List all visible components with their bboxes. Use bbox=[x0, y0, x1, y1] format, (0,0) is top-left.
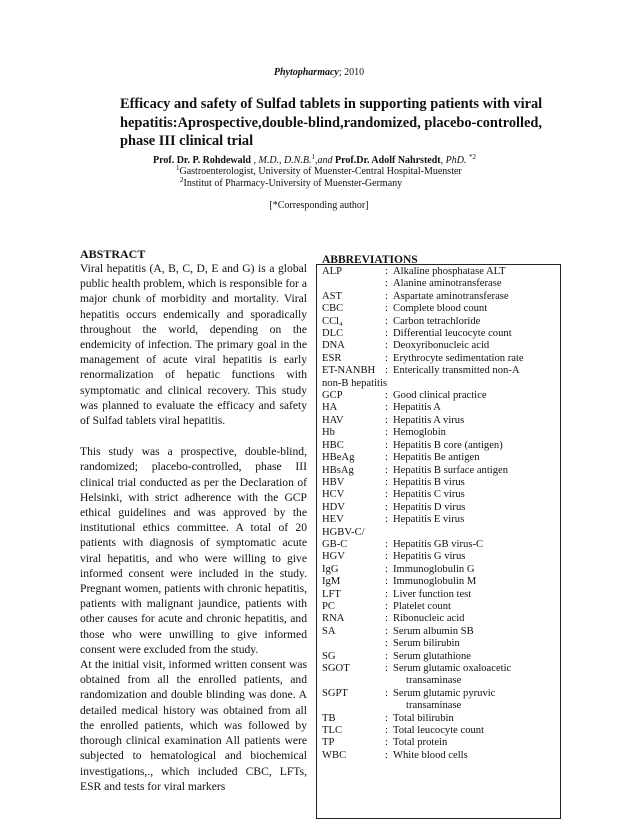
abbreviation-definition: Hepatitis A virus bbox=[393, 414, 465, 426]
abbreviation-colon: : bbox=[385, 340, 388, 352]
abbreviation-colon: : bbox=[385, 414, 388, 426]
abbreviation-row bbox=[322, 502, 560, 514]
abstract-paragraph-2: This study was a prospective, double-blind, randomized; placebo-controlled, phase III clinical trial conducted as per the Declaration of Helsinki, with strict adherence with the GCP ethical guidelines and was approved by the institutional ethics committee. A total of 20 patients with diagnosis of symptomatic acute viral hepatitis, and who were willing to give informed consent were included in the study. Pregnant women, patients with chronic hepatitis, patients with malignant jaundice, patients with other causes for acute and chronic hepatitis, and those who were unwilling to give informed consent were excluded from the study. bbox=[80, 445, 307, 656]
abbreviation-colon: : bbox=[385, 365, 388, 377]
abbreviation-colon: : bbox=[385, 514, 388, 526]
abbreviation-definition: Total protein bbox=[393, 737, 448, 749]
abbreviation-colon: : bbox=[385, 687, 388, 699]
abbreviation-colon: : bbox=[385, 439, 388, 451]
abbreviation-definition: Carbon tetrachloride bbox=[393, 315, 481, 327]
author-2-degree: , PhD. bbox=[440, 155, 467, 166]
abbreviation-term: CBC bbox=[322, 303, 344, 315]
abbreviation-term: non-B hepatitis bbox=[322, 377, 388, 389]
abbreviation-colon bbox=[365, 527, 373, 539]
abbreviation-definition: Hepatitis G virus bbox=[393, 551, 466, 563]
abbreviation-term: HEV bbox=[322, 514, 344, 526]
abbreviation-definition: Hepatitis B surface antigen bbox=[393, 464, 509, 476]
abbreviation-row bbox=[322, 713, 560, 725]
abbreviation-row bbox=[322, 564, 560, 576]
abbreviation-term: HGBV-C/ bbox=[322, 526, 365, 538]
abbreviation-colon: : bbox=[385, 489, 388, 501]
abbreviation-definition: Aspartate aminotransferase bbox=[393, 290, 509, 302]
abstract-paragraph-1: Viral hepatitis (A, B, C, D, E and G) is a global public health problem, which is responsible for a major chunk of morbidity and mortality. Viral hepatitis occurs endemically and sporadically throughout the world, depending on the endemicity of infection. The primary goal in the management of acute viral hepatitis is early renormalization of hepatic functions with symptomatic and clinical recovery. This study was planned to evaluate the efficacy and safety of Sulfad tablets viral hepatitis. bbox=[80, 262, 307, 428]
abbreviation-term: ET-NANBH bbox=[322, 365, 376, 377]
abbreviation-row bbox=[322, 278, 560, 290]
abbreviation-row bbox=[322, 365, 560, 377]
abbreviation-definition: Complete blood count bbox=[393, 303, 488, 315]
abbreviation-definition: Hepatitis A bbox=[393, 402, 441, 414]
abbreviation-row bbox=[322, 353, 560, 365]
abbreviation-definition: Platelet count bbox=[393, 600, 451, 612]
affiliation-2-text: Institut of Pharmacy-University of Muenster-Germany bbox=[183, 178, 403, 189]
abbreviation-colon: : bbox=[385, 712, 388, 724]
abbreviation-row bbox=[322, 551, 560, 563]
abbreviation-definition: Total leucocyte count bbox=[393, 725, 485, 737]
author-2-name: Prof.Dr. Adolf Nahrstedt bbox=[335, 155, 441, 166]
abbreviation-definition bbox=[395, 378, 560, 390]
abstract-section bbox=[80, 247, 307, 794]
abbreviation-term bbox=[322, 700, 385, 712]
abbreviation-term: ESR bbox=[322, 352, 342, 364]
abbreviation-colon: : bbox=[385, 427, 388, 439]
abbreviation-definition: Serum glutamic oxaloacetic bbox=[393, 663, 512, 674]
abbreviation-definition: Deoxyribonucleic acid bbox=[393, 340, 490, 352]
author-1-name: Prof. Dr. P. Rohdewald bbox=[153, 155, 251, 166]
abbreviation-colon: : bbox=[385, 538, 388, 550]
abbreviation-row bbox=[322, 675, 560, 687]
abbreviation-row bbox=[322, 601, 560, 613]
abbreviation-colon: : bbox=[385, 278, 388, 290]
abbreviation-row bbox=[322, 440, 560, 452]
abbreviation-colon: : bbox=[385, 737, 388, 749]
abbreviation-row bbox=[322, 737, 560, 749]
abbreviation-term: IgM bbox=[322, 576, 341, 588]
abbreviation-row bbox=[322, 303, 560, 315]
abbreviation-definition: Immunoglobulin G bbox=[393, 563, 475, 575]
abbreviation-colon: : bbox=[385, 576, 388, 588]
abbreviation-definition: Serum bilirubin bbox=[393, 638, 460, 650]
affiliation-2-number: 2 bbox=[180, 176, 184, 184]
abbreviation-term: GCP bbox=[322, 390, 343, 402]
abbreviation-definition: Hepatitis GB virus-C bbox=[393, 538, 484, 550]
abbreviation-term: TLC bbox=[322, 725, 343, 737]
abbreviation-definition: Hepatitis Be antigen bbox=[393, 452, 480, 464]
abbreviation-term: RNA bbox=[322, 613, 345, 625]
abbreviation-term: TB bbox=[322, 712, 336, 724]
abbreviation-row bbox=[322, 700, 560, 712]
abbreviation-row bbox=[322, 390, 560, 402]
abbreviation-term: SGOT bbox=[322, 663, 350, 674]
abbreviations-heading: ABBREVIATIONS bbox=[322, 254, 418, 266]
abbreviation-colon: : bbox=[385, 749, 388, 761]
abbreviation-colon bbox=[385, 700, 393, 712]
abbreviation-definition: Alanine aminotransferase bbox=[393, 278, 502, 290]
abstract-paragraph-3: At the initial visit, informed written consent was obtained from all the enrolled patients, and randomization and double blinding was done. A detailed medical history was obtained from all the enrolled patients, which was followed by thorough clinical examination All patients were subjected to hematological and biochemical investigations,., which included CBC, LFTs, ESR and tests for viral markers bbox=[80, 658, 307, 793]
abbreviation-definition: Hepatitis E virus bbox=[393, 514, 465, 526]
abbreviation-row bbox=[322, 725, 560, 737]
abbreviation-term: Hb bbox=[322, 427, 335, 439]
abbreviation-term: HAV bbox=[322, 414, 344, 426]
abbreviation-row bbox=[322, 452, 560, 464]
abbreviation-row bbox=[322, 663, 560, 675]
author-and: ,and bbox=[315, 155, 333, 166]
abbreviation-definition: Liver function test bbox=[393, 588, 472, 600]
abbreviation-row bbox=[322, 638, 560, 650]
abbreviation-row bbox=[322, 651, 560, 663]
abbreviation-definition: Hemoglobin bbox=[393, 427, 446, 439]
abbreviation-term: SA bbox=[322, 625, 336, 637]
abbreviation-colon: : bbox=[385, 551, 388, 563]
abbreviation-definition bbox=[373, 527, 560, 539]
abbreviation-colon: : bbox=[385, 303, 388, 315]
abbreviation-row bbox=[322, 316, 560, 328]
abbreviation-row bbox=[322, 613, 560, 625]
abbreviation-colon: : bbox=[385, 663, 388, 674]
abbreviations-list bbox=[322, 266, 560, 762]
author-1-degree: , M.D., D.N.B. bbox=[253, 155, 312, 166]
abbreviation-term: GB-C bbox=[322, 538, 348, 550]
affiliation-2 bbox=[180, 176, 402, 189]
abbreviation-term: HDV bbox=[322, 501, 345, 513]
journal-header: Phytopharmacy; 2010 bbox=[273, 67, 365, 78]
author-1-affiliation-mark: 1 bbox=[311, 153, 316, 161]
abbreviation-definition: transaminase bbox=[406, 700, 462, 712]
abbreviation-colon: : bbox=[385, 563, 388, 575]
abbreviation-row bbox=[322, 626, 560, 638]
abbreviation-definition: Hepatitis D virus bbox=[393, 501, 466, 513]
abbreviation-term: HCV bbox=[322, 489, 345, 501]
abbreviation-definition: Hepatitis B core (antigen) bbox=[393, 439, 503, 451]
abbreviation-term bbox=[322, 675, 385, 687]
abbreviation-definition: Serum glutathione bbox=[393, 650, 471, 662]
abbreviation-term: HBsAg bbox=[322, 464, 354, 476]
abbreviation-colon: : bbox=[385, 588, 388, 600]
abbreviation-row bbox=[322, 266, 560, 278]
abbreviation-colon: : bbox=[385, 600, 388, 612]
abbreviation-colon: : bbox=[385, 725, 388, 737]
abbreviation-row bbox=[322, 340, 560, 352]
abbreviation-term: SGPT bbox=[322, 687, 348, 699]
abbreviation-term: LFT bbox=[322, 588, 341, 600]
abbreviation-colon: : bbox=[385, 266, 388, 277]
abbreviation-row bbox=[322, 514, 560, 526]
abbreviation-term: PC bbox=[322, 600, 335, 612]
abbreviation-term: HBC bbox=[322, 439, 344, 451]
abbreviation-colon: : bbox=[385, 501, 388, 513]
abbreviation-row bbox=[322, 328, 560, 340]
abstract-heading: ABSTRACT bbox=[80, 247, 146, 261]
abbreviation-term bbox=[322, 278, 385, 290]
abbreviation-definition: transaminase bbox=[406, 675, 462, 687]
abbreviation-term: SG bbox=[322, 650, 336, 662]
abbreviation-colon: : bbox=[385, 402, 388, 414]
abbreviation-row bbox=[322, 750, 560, 762]
abbreviation-term: CCl₄ bbox=[322, 315, 343, 327]
paragraph-gap bbox=[80, 428, 307, 444]
abbreviation-row bbox=[322, 589, 560, 601]
abbreviation-definition: Serum glutamic pyruvic bbox=[393, 687, 496, 699]
abbreviation-colon: : bbox=[385, 315, 388, 327]
abbreviation-colon bbox=[387, 378, 395, 390]
abbreviation-colon: : bbox=[385, 613, 388, 625]
abbreviation-definition: Differential leucocyte count bbox=[393, 328, 512, 340]
corresponding-author-note: [*Corresponding author] bbox=[269, 200, 369, 211]
abbreviation-term: ALP bbox=[322, 266, 343, 277]
author-2-affiliation-mark: *2 bbox=[468, 153, 476, 161]
abbreviation-definition: White blood cells bbox=[393, 749, 468, 761]
journal-year: 2010 bbox=[344, 67, 365, 78]
abbreviation-colon: : bbox=[385, 328, 388, 340]
abbreviation-colon: : bbox=[385, 352, 388, 364]
abbreviation-row bbox=[322, 576, 560, 588]
affiliation-1-number: 1 bbox=[176, 164, 180, 172]
abbreviation-colon: : bbox=[385, 476, 388, 488]
abbreviation-colon: : bbox=[385, 638, 388, 650]
abbreviation-term bbox=[322, 638, 385, 650]
abbreviation-row bbox=[322, 415, 560, 427]
abbreviation-row bbox=[322, 402, 560, 414]
abbreviation-definition: Hepatitis C virus bbox=[393, 489, 465, 501]
abbreviation-term: HA bbox=[322, 402, 338, 414]
abbreviation-term: HBV bbox=[322, 476, 345, 488]
abbreviation-definition: Ribonucleic acid bbox=[393, 613, 465, 625]
abbreviation-row bbox=[322, 378, 560, 390]
abbreviation-row bbox=[322, 291, 560, 303]
abbreviation-term: HBeAg bbox=[322, 452, 355, 464]
abbreviation-definition: Erythrocyte sedimentation rate bbox=[393, 352, 524, 364]
abbreviation-colon: : bbox=[385, 464, 388, 476]
abbreviation-term: TP bbox=[322, 737, 335, 749]
abbreviation-term: WBC bbox=[322, 749, 347, 761]
abbreviation-definition: Total bilirubin bbox=[393, 712, 454, 724]
paper-title: Efficacy and safety of Sulfad tablets in supporting patients with viral hepatitis:Aprospective,double-blind,randomized, placebo-controlled, phase III clinical trial bbox=[120, 96, 543, 149]
abbreviation-colon: : bbox=[385, 290, 388, 302]
abbreviation-row bbox=[322, 539, 560, 551]
abbreviation-row bbox=[322, 427, 560, 439]
abbreviation-definition: Alkaline phosphatase ALT bbox=[393, 266, 506, 277]
abbreviation-term: DLC bbox=[322, 328, 344, 340]
abbreviation-row bbox=[322, 465, 560, 477]
abbreviation-row bbox=[322, 477, 560, 489]
abbreviation-colon: : bbox=[385, 390, 388, 402]
abbreviation-colon bbox=[385, 675, 393, 687]
abbreviation-definition: Enterically transmitted non-A bbox=[393, 365, 520, 377]
abbreviation-colon: : bbox=[385, 650, 388, 662]
abbreviation-term: HGV bbox=[322, 551, 345, 563]
abbreviation-row bbox=[322, 489, 560, 501]
abbreviation-definition: Hepatitis B virus bbox=[393, 476, 465, 488]
abbreviation-definition: Serum albumin SB bbox=[393, 625, 474, 637]
abbreviation-definition: Immunoglobulin M bbox=[393, 576, 477, 588]
abbreviation-term: DNA bbox=[322, 340, 345, 352]
abbreviation-colon: : bbox=[385, 452, 388, 464]
abbreviation-row bbox=[322, 688, 560, 700]
abbreviation-colon: : bbox=[385, 625, 388, 637]
journal-name: Phytopharmacy bbox=[273, 67, 339, 78]
abbreviation-definition: Good clinical practice bbox=[393, 390, 487, 402]
abbreviation-term: AST bbox=[322, 290, 343, 302]
abbreviation-row bbox=[322, 527, 560, 539]
abbreviation-term: IgG bbox=[322, 563, 339, 575]
affiliation-1-text: Gastroenterologist, University of Muenster-Central Hospital-Muenster bbox=[179, 166, 462, 177]
